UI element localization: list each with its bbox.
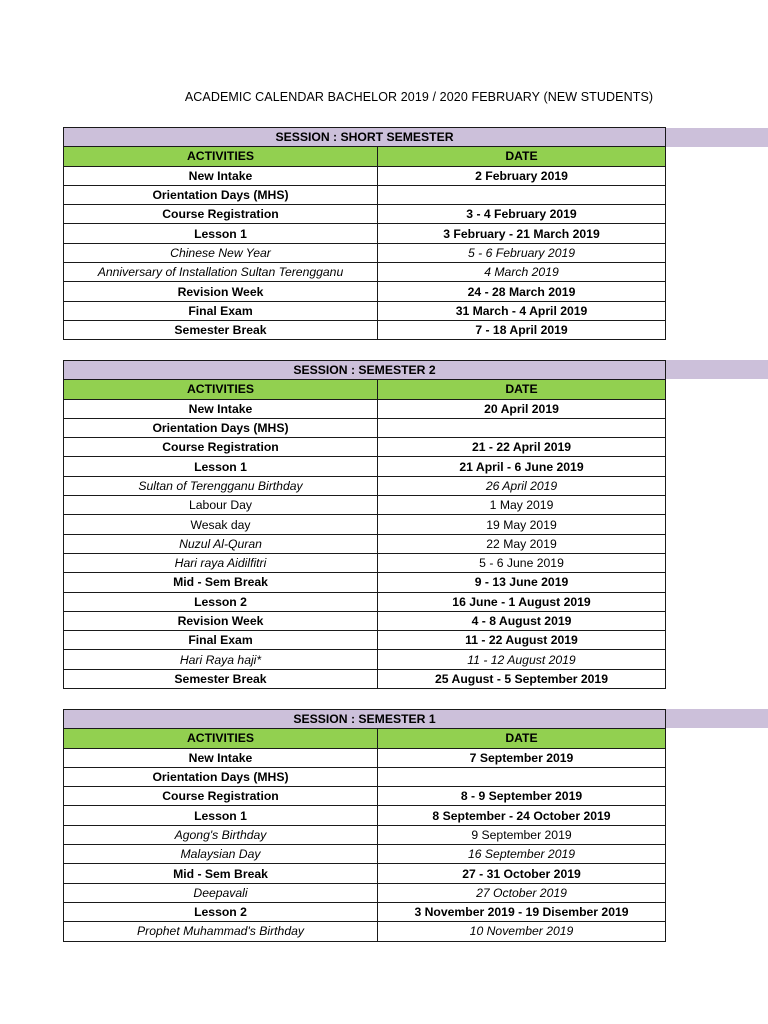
date-cell: 16 June - 1 August 2019 <box>378 592 666 611</box>
date-cell: 2 February 2019 <box>378 166 666 185</box>
table-row <box>64 902 666 921</box>
table-row <box>64 864 666 883</box>
date-cell: 31 March - 4 April 2019 <box>378 301 666 320</box>
activity-cell: Final Exam <box>64 301 378 320</box>
table-row <box>64 669 666 688</box>
activity-cell: New Intake <box>64 399 378 418</box>
column-header-activities: ACTIVITIES <box>64 729 378 748</box>
date-cell: 24 - 28 March 2019 <box>378 282 666 301</box>
date-cell: 11 - 12 August 2019 <box>378 650 666 669</box>
date-cell: 7 September 2019 <box>378 748 666 767</box>
table-row <box>64 748 666 767</box>
column-header-activities: ACTIVITIES <box>64 380 378 399</box>
page-title: ACADEMIC CALENDAR BACHELOR 2019 / 2020 FEBRUARY (NEW STUDENTS) <box>184 90 654 104</box>
date-cell: 3 - 4 February 2019 <box>378 205 666 224</box>
activity-cell: Labour Day <box>64 496 378 515</box>
session-title: SESSION : SEMESTER 2 <box>64 361 666 380</box>
table-row <box>64 592 666 611</box>
date-cell <box>378 418 666 437</box>
activity-cell: Deepavali <box>64 883 378 902</box>
date-cell: 8 September - 24 October 2019 <box>378 806 666 825</box>
activity-cell: Chinese New Year <box>64 243 378 262</box>
activity-cell: New Intake <box>64 748 378 767</box>
activity-cell: Mid - Sem Break <box>64 573 378 592</box>
activity-cell: Semester Break <box>64 320 378 339</box>
table-row <box>64 263 666 282</box>
table-row <box>64 922 666 941</box>
column-header-activities: ACTIVITIES <box>64 147 378 166</box>
activity-cell: Mid - Sem Break <box>64 864 378 883</box>
table-row <box>64 650 666 669</box>
activity-cell: Wesak day <box>64 515 378 534</box>
table-row <box>64 438 666 457</box>
activity-cell: Hari raya Aidilfitri <box>64 553 378 572</box>
session-title: SESSION : SHORT SEMESTER <box>64 128 666 147</box>
activity-cell: Anniversary of Installation Sultan Terengganu <box>64 263 378 282</box>
column-header-date: DATE <box>378 729 666 748</box>
date-cell: 3 November 2019 - 19 Disember 2019 <box>378 902 666 921</box>
activity-cell: Lesson 1 <box>64 224 378 243</box>
table-row <box>64 515 666 534</box>
date-cell: 21 - 22 April 2019 <box>378 438 666 457</box>
table-row <box>64 282 666 301</box>
table-row <box>64 224 666 243</box>
date-cell: 5 - 6 June 2019 <box>378 553 666 572</box>
calendar-table <box>63 360 666 689</box>
date-cell: 9 September 2019 <box>378 825 666 844</box>
session-short-semester <box>63 127 665 340</box>
date-cell: 7 - 18 April 2019 <box>378 320 666 339</box>
session-title: SESSION : SEMESTER 1 <box>64 710 666 729</box>
activity-cell: Orientation Days (MHS) <box>64 767 378 786</box>
table-row <box>64 399 666 418</box>
date-cell: 21 April - 6 June 2019 <box>378 457 666 476</box>
table-row <box>64 166 666 185</box>
table-row <box>64 787 666 806</box>
date-cell: 25 August - 5 September 2019 <box>378 669 666 688</box>
column-header-date: DATE <box>378 380 666 399</box>
activity-cell: Lesson 1 <box>64 806 378 825</box>
table-row <box>64 320 666 339</box>
activity-cell: Course Registration <box>64 438 378 457</box>
table-row <box>64 534 666 553</box>
date-cell: 16 September 2019 <box>378 845 666 864</box>
date-cell <box>378 185 666 204</box>
table-row <box>64 806 666 825</box>
table-row <box>64 205 666 224</box>
activity-cell: Course Registration <box>64 205 378 224</box>
table-row <box>64 573 666 592</box>
date-cell: 3 February - 21 March 2019 <box>378 224 666 243</box>
date-cell <box>378 767 666 786</box>
activity-cell: Lesson 1 <box>64 457 378 476</box>
activity-cell: Revision Week <box>64 611 378 630</box>
table-row <box>64 301 666 320</box>
table-row <box>64 845 666 864</box>
activity-cell: Orientation Days (MHS) <box>64 418 378 437</box>
date-cell: 11 - 22 August 2019 <box>378 631 666 650</box>
date-cell: 26 April 2019 <box>378 476 666 495</box>
activity-cell: Agong's Birthday <box>64 825 378 844</box>
activity-cell: Revision Week <box>64 282 378 301</box>
date-cell: 1 May 2019 <box>378 496 666 515</box>
table-row <box>64 631 666 650</box>
session-semester-2 <box>63 360 665 689</box>
activity-cell: Malaysian Day <box>64 845 378 864</box>
date-cell: 27 October 2019 <box>378 883 666 902</box>
activity-cell: Nuzul Al-Quran <box>64 534 378 553</box>
table-row <box>64 457 666 476</box>
date-cell: 8 - 9 September 2019 <box>378 787 666 806</box>
table-row <box>64 611 666 630</box>
table-row <box>64 553 666 572</box>
date-cell: 10 November 2019 <box>378 922 666 941</box>
activity-cell: New Intake <box>64 166 378 185</box>
activity-cell: Hari Raya haji* <box>64 650 378 669</box>
table-row <box>64 243 666 262</box>
date-cell: 27 - 31 October 2019 <box>378 864 666 883</box>
date-cell: 4 March 2019 <box>378 263 666 282</box>
table-row <box>64 825 666 844</box>
date-cell: 5 - 6 February 2019 <box>378 243 666 262</box>
column-header-date: DATE <box>378 147 666 166</box>
activity-cell: Course Registration <box>64 787 378 806</box>
date-cell: 9 - 13 June 2019 <box>378 573 666 592</box>
table-row <box>64 418 666 437</box>
table-row <box>64 767 666 786</box>
activity-cell: Sultan of Terengganu Birthday <box>64 476 378 495</box>
calendar-table <box>63 127 666 340</box>
activity-cell: Semester Break <box>64 669 378 688</box>
table-row <box>64 185 666 204</box>
activity-cell: Orientation Days (MHS) <box>64 185 378 204</box>
date-cell: 19 May 2019 <box>378 515 666 534</box>
date-cell: 22 May 2019 <box>378 534 666 553</box>
table-row <box>64 883 666 902</box>
session-semester-1 <box>63 709 665 942</box>
date-cell: 4 - 8 August 2019 <box>378 611 666 630</box>
activity-cell: Final Exam <box>64 631 378 650</box>
activity-cell: Prophet Muhammad's Birthday <box>64 922 378 941</box>
date-cell: 20 April 2019 <box>378 399 666 418</box>
activity-cell: Lesson 2 <box>64 592 378 611</box>
calendar-table <box>63 709 666 942</box>
table-row <box>64 496 666 515</box>
table-row <box>64 476 666 495</box>
activity-cell: Lesson 2 <box>64 902 378 921</box>
